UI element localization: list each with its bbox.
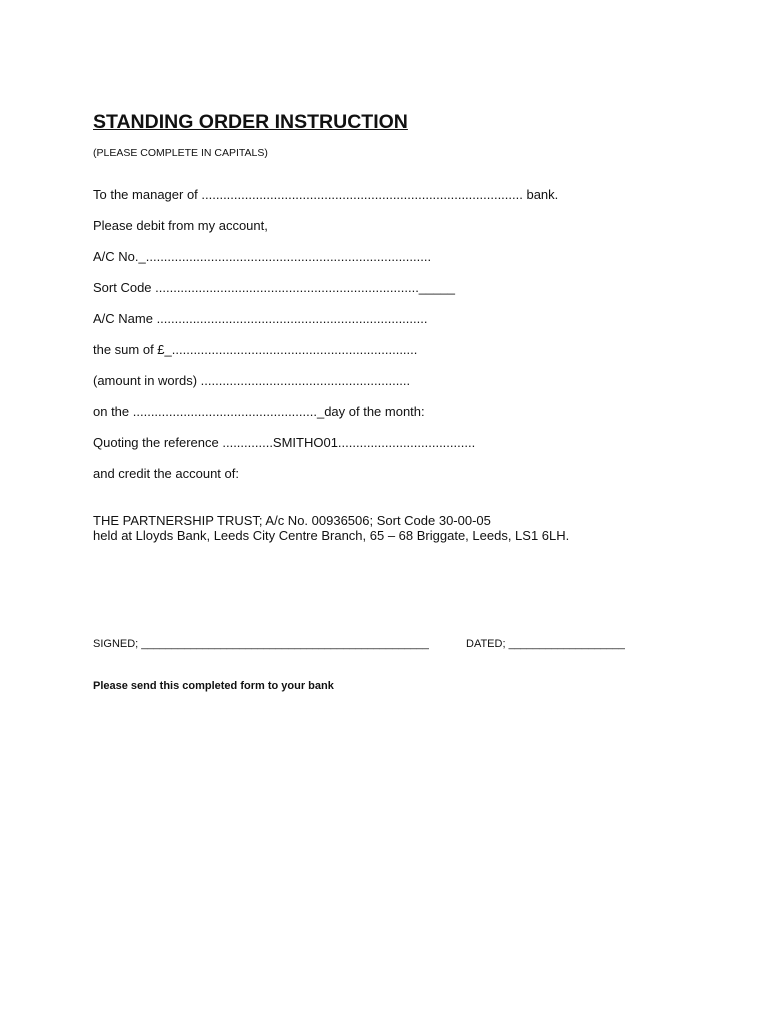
account-number-field[interactable]: A/C No._............................................................................... [93,249,432,264]
credit-text: and credit the account of: [93,466,239,481]
manager-field[interactable]: To the manager of ......................................................................................... bank. [93,187,559,202]
amount-words-field[interactable]: (amount in words) .......................................................... [93,373,411,388]
account-name-field[interactable]: A/C Name ........................................................................... [93,311,428,326]
payee-line-2: held at Lloyds Bank, Leeds City Centre Branch, 65 – 68 Briggate, Leeds, LS1 6LH. [93,528,570,543]
debit-text: Please debit from my account, [93,218,268,233]
form-subtitle: (PLEASE COMPLETE IN CAPITALS) [93,147,268,159]
footer-note: Please send this completed form to your bank [93,680,334,692]
reference-field[interactable]: Quoting the reference ..............SMITHO01...................................... [93,435,476,450]
dated-field[interactable]: DATED; ___________________ [466,638,625,650]
signed-field[interactable]: SIGNED; _______________________________________________ [93,638,429,650]
payee-line-1: THE PARTNERSHIP TRUST; A/c No. 00936506; Sort Code 30-00-05 [93,513,491,528]
day-of-month-field[interactable]: on the ..................................................._day of the month: [93,404,425,419]
sum-field[interactable]: the sum of £_.................................................................... [93,342,418,357]
form-title: STANDING ORDER INSTRUCTION [93,111,408,133]
sort-code-field[interactable]: Sort Code ........................................................................._____ [93,280,455,295]
